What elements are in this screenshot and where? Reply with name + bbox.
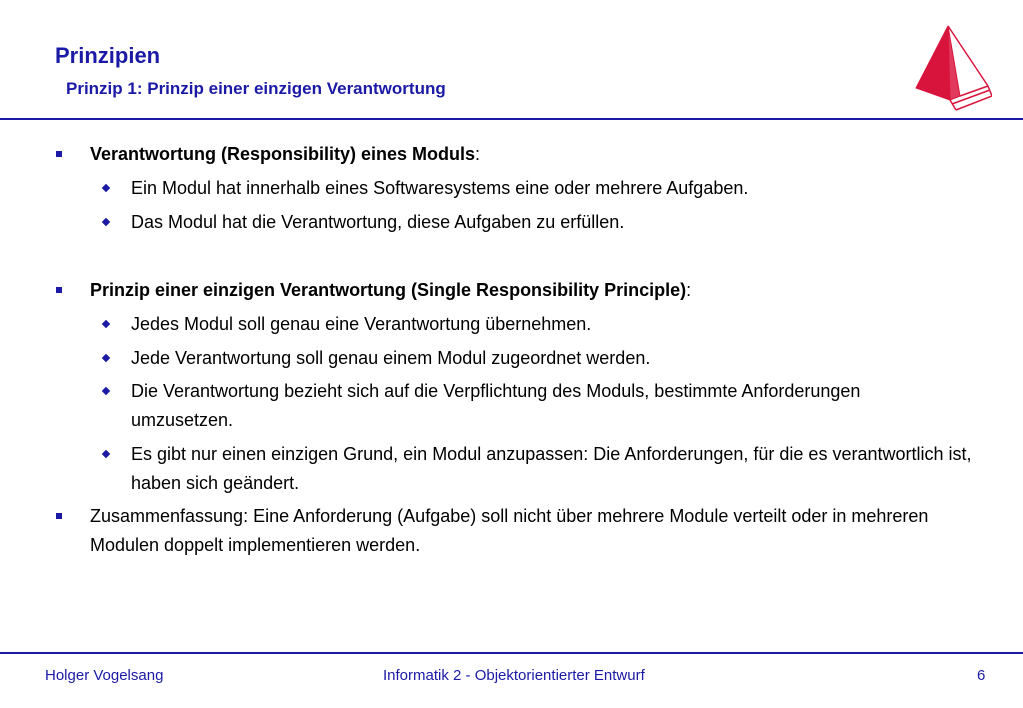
list-item [131, 174, 991, 203]
list-item [90, 140, 995, 169]
diamond-bullet-icon [102, 387, 110, 395]
diamond-bullet-icon [102, 320, 110, 328]
list-item-tail: : [475, 144, 481, 164]
list-item [131, 377, 891, 435]
square-bullet-icon [56, 513, 62, 519]
diamond-bullet-icon [102, 184, 110, 192]
list-item-bold-text: Verantwortung (Responsibility) eines Moduls [90, 144, 476, 164]
list-item-text: Das Modul hat die Verantwortung, diese Aufgaben zu erfüllen. [131, 212, 625, 232]
diamond-bullet-icon [102, 354, 110, 362]
slide-title: Prinzipien [55, 43, 161, 68]
list-item-tail: : [686, 280, 692, 300]
sailboat-logo-icon [912, 24, 992, 112]
footer-author: Holger Vogelsang [45, 667, 164, 684]
list-item-text: Jede Verantwortung soll genau einem Modul zugeordnet werden. [131, 348, 651, 368]
list-item-text: Die Verantwortung bezieht sich auf die Verpflichtung des Moduls, bestimmte Anforderungen umzusetzen. [131, 381, 861, 430]
list-item-text: Es gibt nur einen einzigen Grund, ein Modul anzupassen: Die Anforderungen, für die es verantwortlich ist, haben sich geändert. [131, 444, 972, 493]
diamond-bullet-icon [102, 218, 110, 226]
diamond-bullet-icon [102, 450, 110, 458]
square-bullet-icon [56, 287, 62, 293]
list-item [131, 440, 991, 498]
list-item [90, 276, 995, 305]
footer-course: Informatik 2 - Objektorientierter Entwurf [383, 667, 645, 684]
list-item-text: Jedes Modul soll genau eine Verantwortung übernehmen. [131, 314, 592, 334]
page-number: 6 [977, 667, 986, 684]
list-item [131, 208, 991, 237]
list-item [131, 344, 991, 373]
list-item [90, 502, 995, 560]
slide-subtitle: Prinzip 1: Prinzip einer einzigen Verantwortung [66, 79, 446, 98]
footer-divider [0, 652, 1023, 654]
list-item [131, 310, 991, 339]
square-bullet-icon [56, 151, 62, 157]
list-item-bold-text: Prinzip einer einzigen Verantwortung (Single Responsibility Principle) [90, 280, 687, 300]
list-item-text: Ein Modul hat innerhalb eines Softwaresystems eine oder mehrere Aufgaben. [131, 178, 749, 198]
list-item-text: Zusammenfassung: Eine Anforderung (Aufgabe) soll nicht über mehrere Module verteilt oder in mehreren Modulen doppelt implementieren werden. [90, 506, 929, 555]
header-divider [0, 118, 1023, 120]
